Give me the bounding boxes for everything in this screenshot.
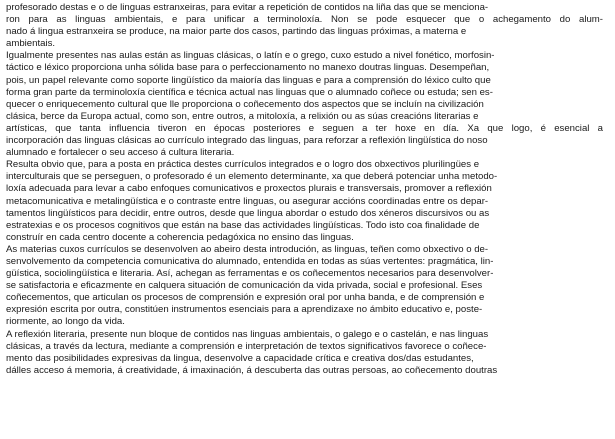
text-line: se satisfactoria e eficazmente en calquera situación de comunicación da vida privada, social e profesional. Eses [6,280,483,292]
paragraph [6,159,603,244]
text-line: mento das posibilidades expresivas da lingua, desenvolve a capacidade crítica e creativa dos/das estudantes, [6,352,474,364]
paragraph [6,244,603,329]
text-line: As materias cuxos currículos se desenvolven ao abeiro desta introdución, as linguas, teñen como obxectivo o de- [6,243,489,255]
paragraph [6,329,603,377]
text-line: interculturais que se perseguen, o profesorado é un elemento determinante, xa que deberá potenciar unha metodo- [6,171,498,183]
paragraph [6,2,603,50]
text-line: incorporación das linguas clásicas ao currículo integrado das linguas, para reforzar a reflexión lingüística do noso [6,135,488,147]
text-line: profesorado destas e o de linguas estranxeiras, para evitar a repetición de contidos na liña das que se menciona- [6,2,489,13]
paragraph [6,50,603,159]
text-line: riormente, ao longo da vida. [6,316,125,328]
text-line: pois, un papel relevante como soporte lingüístico da maioría das linguas e para a comprensión do léxico culto que [6,74,491,86]
text-line: Igualmente presentes nas aulas están as linguas clásicas, o latín e o grego, cuxo estudo a nivel fonético, morfosin- [6,50,495,62]
text-line: estratexias e os procesos cognitivos que están na base das actividades lingüísticas. Todo isto coa finalidade de [6,219,480,231]
text-line: clásica, berce da Europa actual, como son, entre outros, a mitoloxía, a relixión ou as súas creacións literarias e [6,110,479,122]
text-line: artísticas, que tanta influencia tiveron en épocas posteriores e seguen a ter hoxe en día. Xa que logo, é esencial a [6,122,603,134]
text-line: Resulta obvio que, para a posta en práctica destes currículos integrados e o logro dos obxectivos plurilingües e [6,159,480,171]
text-line: loxía adecuada para levar a cabo enfoques comunicativos e proxectos plurais e transversais, promover a reflexión [6,183,492,195]
text-line: forma gran parte da terminoloxía científica e técnica actual nas linguas que o alumnado coñece ou estuda; sen es- [6,86,493,98]
text-line: coñecementos, que articulan os procesos de comprensión e expresión oral por unha banda, e de comprensión e [6,292,485,304]
text-line: ambientais. [6,38,56,50]
text-line: nado á lingua estranxeira se produce, na maior parte dos casos, partindo das linguas próximas, a materna e [6,26,467,38]
text-line: metacomunicativa e metalingüística e o contraste entre linguas, ou asegurar accións coordinadas entre os depar- [6,195,489,207]
text-line: ron para as linguas ambientais, e para unificar a terminoloxía. Non se pode esquecer que o achegamento do alum- [6,14,603,26]
document-body [6,2,603,377]
text-line: A reflexión literaria, presente nun bloque de contidos nas linguas ambientais, o galego e o castelán, e nas linguas [6,328,489,340]
text-line: táctico e léxico proporciona unha sólida base para o perfeccionamento no manexo doutras linguas. Desempeñan, [6,62,490,74]
text-line: dálles acceso á memoria, á creatividade, á imaxinación, á descuberta das outras persoas, ao coñecemento doutras [6,364,498,376]
text-line: quecer o enriquecemento cultural que lle proporciona o coñecemento dos aspectos que se incluín na civilización [6,98,484,110]
text-line: tamentos lingüísticos para decidir, entre outros, desde que lingua abordar o estudo dos xéneros discursivos ou as [6,207,490,219]
text-line: expresión escrita por outra, constitúen instrumentos esenciais para a aprendizaxe no ámbito educativo e, poste- [6,304,483,316]
text-line: alumnado e fortalecer o seu acceso á cultura literaria. [6,147,235,159]
text-line: clásicas, a través da lectura, mediante a comprensión e interpretación de textos significativos favorece o coñece- [6,340,487,352]
text-line: construír en cada centro docente a coherencia pedagóxica no ensino das linguas. [6,231,354,243]
text-line: senvolvemento da competencia comunicativa do alumnado, entendida en todas as súas vertentes: pragmática, lin- [6,255,494,267]
text-line: güística, sociolingüística e literaria. Así, achegan as ferramentas e os coñecementos necesarios para desenvolver- [6,268,494,280]
